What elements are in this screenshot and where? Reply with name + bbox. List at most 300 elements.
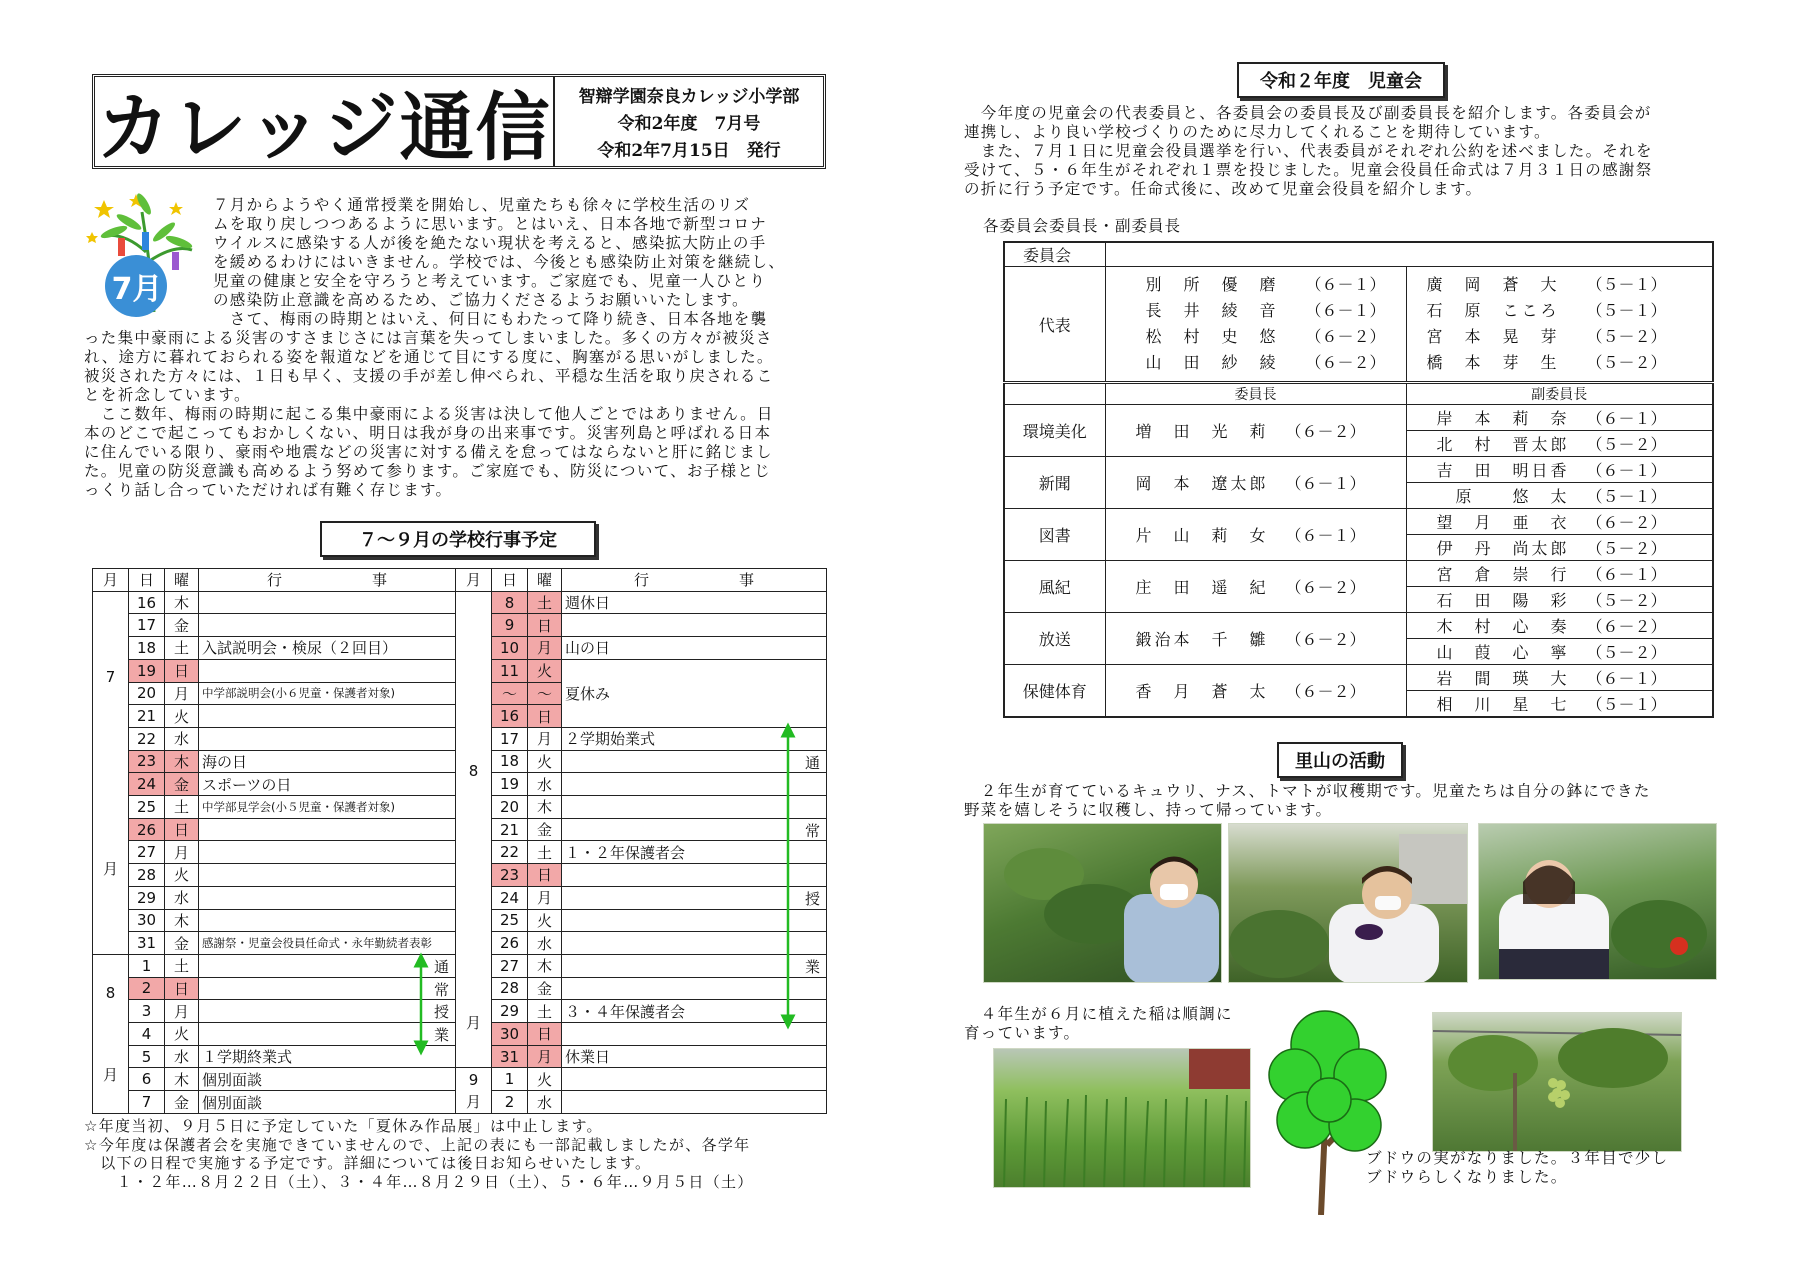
day-cell: 2 bbox=[129, 977, 165, 1000]
weekday-cell: 金 bbox=[165, 614, 199, 637]
note-line: １・２年…８月２２日（土）、３・４年…８月２９日（土）、５・６年…９月５日（土） bbox=[84, 1172, 754, 1191]
committee-row bbox=[1004, 457, 1713, 483]
vice-name: 木 村 心 奏 bbox=[1436, 617, 1570, 636]
intro-wrapped-text bbox=[213, 196, 841, 329]
weekday-cell: 日 bbox=[528, 614, 562, 637]
photo-eggplant-harvest bbox=[1228, 823, 1468, 983]
event-cell bbox=[562, 614, 827, 637]
note-line: 以下の日程で実施する予定です。詳細については後日お知らせいたします。 bbox=[84, 1154, 652, 1172]
col-event: 行 事 bbox=[562, 569, 827, 592]
weekday-cell: 月 bbox=[528, 727, 562, 750]
month-label: 7 bbox=[105, 667, 116, 686]
vice-grade: （６－１） bbox=[1586, 669, 1667, 688]
rep-grade: （５－１） bbox=[1586, 275, 1667, 294]
vice-name: 山 葭 心 寧 bbox=[1436, 643, 1570, 662]
event-cell bbox=[562, 864, 827, 887]
day-cell: 9 bbox=[492, 614, 528, 637]
photo-grape-icon bbox=[1433, 1013, 1682, 1152]
chair-grade: （６－２） bbox=[1285, 681, 1366, 701]
col-month: 月 bbox=[93, 569, 129, 592]
day-cell: 25 bbox=[492, 909, 528, 932]
intro-line: った集中豪雨による災害のすさまじさには言葉を失ってしまいました。多くの方々が被災さ bbox=[84, 329, 773, 347]
chair-cell bbox=[1105, 665, 1406, 717]
event-cell bbox=[199, 727, 456, 750]
intro-line: さて、梅雨の時期とはいえ、何日にもわたって降り続き、日本各地を襲 bbox=[213, 310, 768, 328]
table-row bbox=[93, 1068, 827, 1091]
photo-eggplant-icon bbox=[1229, 824, 1468, 983]
event-cell: 感謝祭・児童会役員任命式・永年勤続者表彰 bbox=[199, 932, 456, 955]
weekday-cell: 土 bbox=[165, 796, 199, 819]
note-line: ☆年度当初、９月５日に予定していた「夏休み作品展」は中止します。 bbox=[84, 1117, 603, 1135]
caption-line: ブドウらしくなりました。 bbox=[1366, 1168, 1568, 1186]
weekday-cell: 木 bbox=[165, 591, 199, 614]
vice-name: 原 悠 太 bbox=[1436, 487, 1570, 506]
note-line: ☆今年度は保護者会を実施できていませんので、上記の表にも一部記載しましたが、各学年 bbox=[84, 1135, 751, 1154]
vice-cell bbox=[1406, 483, 1713, 509]
weekday-cell: 月 bbox=[528, 886, 562, 909]
vice-cell bbox=[1406, 405, 1713, 431]
month-label: 9 bbox=[468, 1070, 479, 1089]
weekday-cell: 月 bbox=[165, 682, 199, 705]
month-cell-august bbox=[456, 591, 492, 1068]
day-cell: 18 bbox=[129, 637, 165, 660]
photo-cucumber-icon bbox=[984, 824, 1222, 983]
vice-name: 岸 本 莉 奈 bbox=[1436, 409, 1570, 428]
col-month: 月 bbox=[456, 569, 492, 592]
day-cell: 3 bbox=[129, 1000, 165, 1023]
chair-name: 鍛治本 千 雛 bbox=[1135, 630, 1269, 649]
event-cell: ３・４年保護者会 bbox=[562, 1000, 827, 1023]
rep-name: 山 田 紗 綾 bbox=[1145, 353, 1279, 372]
rep-grade: （６－２） bbox=[1305, 327, 1386, 346]
intro-full-text bbox=[84, 329, 841, 500]
rep-grade: （５－１） bbox=[1586, 301, 1667, 320]
day-cell: 27 bbox=[129, 841, 165, 864]
photo-rice-paddy bbox=[993, 1048, 1251, 1188]
rep-entry bbox=[1146, 272, 1400, 298]
intro-line: 本のどこで起こってもおかしくない、明日は我が身の出来事です。災害列島と呼ばれる日本 bbox=[84, 424, 772, 442]
event-cell: 山の日 bbox=[562, 637, 827, 660]
satoyama-text-rice bbox=[964, 1005, 1264, 1043]
vice-cell bbox=[1406, 639, 1713, 665]
vice-cell bbox=[1406, 613, 1713, 639]
col-weekday: 曜 bbox=[528, 569, 562, 592]
day-cell: 26 bbox=[129, 818, 165, 841]
vice-grade: （５－１） bbox=[1586, 694, 1667, 714]
event-cell bbox=[199, 591, 456, 614]
committee-header-row bbox=[1004, 242, 1713, 267]
event-cell: １学期終業式 bbox=[199, 1045, 456, 1068]
day-cell: 16 bbox=[492, 705, 528, 728]
day-cell: 16 bbox=[129, 591, 165, 614]
photo-tomato-harvest bbox=[1478, 823, 1717, 980]
chair-cell bbox=[1105, 509, 1406, 561]
vice-grade: （５－２） bbox=[1586, 539, 1667, 558]
vice-grade: （５－１） bbox=[1586, 487, 1667, 506]
vice-grade: （５－２） bbox=[1586, 643, 1667, 662]
committee-name: 環境美化 bbox=[1004, 405, 1105, 457]
photo-cucumber-harvest bbox=[983, 823, 1222, 983]
vice-name: 望 月 亜 衣 bbox=[1436, 513, 1570, 532]
rep-entry bbox=[1427, 272, 1707, 298]
issue-label: 令和2年度 7月号 bbox=[617, 114, 761, 134]
caption-line: 野菜を嬉しそうに収穫し、持って帰っています。 bbox=[964, 801, 1333, 819]
weekday-cell: 土 bbox=[528, 841, 562, 864]
event-cell: 海の日 bbox=[199, 750, 456, 773]
chair-name: 庄 田 遥 紀 bbox=[1135, 578, 1269, 597]
vice-grade: （５－２） bbox=[1586, 435, 1667, 454]
day-cell: 30 bbox=[492, 1023, 528, 1046]
caption-line: ブドウの実がなりました。３年目で少し bbox=[1366, 1149, 1669, 1167]
day-cell: 28 bbox=[492, 977, 528, 1000]
event-cell bbox=[199, 705, 456, 728]
chair-name: 岡 本 遼太郎 bbox=[1135, 474, 1269, 493]
day-cell: 30 bbox=[129, 909, 165, 932]
rep-name: 別 所 優 磨 bbox=[1145, 275, 1279, 294]
col-event: 行 事 bbox=[199, 569, 456, 592]
committee-name: 放送 bbox=[1004, 613, 1105, 665]
council-line: 受けて、５・６年生がそれぞれ１票を投じました。児童会役員任命式は７月３１日の感謝祭 bbox=[964, 161, 1653, 179]
committee-row bbox=[1004, 405, 1713, 431]
month-cell-july bbox=[93, 591, 129, 954]
weekday-cell: 木 bbox=[165, 1068, 199, 1091]
event-cell: 週休日 bbox=[562, 591, 827, 614]
event-cell bbox=[562, 1068, 827, 1091]
rep-entry bbox=[1427, 324, 1707, 350]
rep-entry bbox=[1146, 298, 1400, 324]
weekday-cell: 木 bbox=[528, 796, 562, 819]
weekday-cell: ～ bbox=[528, 682, 562, 705]
weekday-cell: 金 bbox=[165, 773, 199, 796]
rep-grade: （５－２） bbox=[1586, 327, 1667, 346]
regular-class-label: 授 bbox=[804, 889, 820, 908]
day-cell: 6 bbox=[129, 1068, 165, 1091]
day-cell: 31 bbox=[492, 1045, 528, 1068]
day-cell: 10 bbox=[492, 637, 528, 660]
rep-name: 松 村 史 悠 bbox=[1145, 327, 1279, 346]
day-cell: 22 bbox=[492, 841, 528, 864]
month-badge: 7月 bbox=[111, 272, 163, 307]
rep-name: 宮 本 晃 芽 bbox=[1426, 327, 1560, 346]
month-label: 月 bbox=[465, 1014, 481, 1033]
vice-grade: （５－２） bbox=[1586, 591, 1667, 610]
chair-grade: （６－２） bbox=[1285, 422, 1366, 441]
committee-row bbox=[1004, 561, 1713, 587]
regular-class-label: 通 bbox=[433, 957, 449, 976]
rep-name: 石 原 こころ bbox=[1426, 301, 1560, 320]
day-cell: 17 bbox=[492, 727, 528, 750]
weekday-cell: 水 bbox=[528, 1091, 562, 1114]
day-cell: 5 bbox=[129, 1045, 165, 1068]
council-heading: 令和２年度 児童会 bbox=[1237, 62, 1445, 98]
table-row bbox=[93, 591, 827, 614]
col-day: 日 bbox=[129, 569, 165, 592]
weekday-cell: 火 bbox=[528, 909, 562, 932]
col-chair: 委員長 bbox=[1105, 383, 1406, 405]
regular-class-label: 通 bbox=[804, 753, 820, 772]
event-cell bbox=[199, 909, 456, 932]
chair-cell bbox=[1105, 613, 1406, 665]
rep-grade: （５－２） bbox=[1586, 353, 1667, 372]
intro-line: の感染防止意識を高めるため、ご協力くださるようお願いいたします。 bbox=[213, 291, 749, 309]
event-cell: 休業日 bbox=[562, 1045, 827, 1068]
weekday-cell: 金 bbox=[528, 818, 562, 841]
vice-grade: （６－１） bbox=[1586, 565, 1667, 584]
intro-line: とを祈念しています。 bbox=[84, 386, 251, 404]
weekday-cell: 水 bbox=[165, 727, 199, 750]
weekday-cell: 日 bbox=[528, 1023, 562, 1046]
weekday-cell: 水 bbox=[528, 932, 562, 955]
weekday-cell: 日 bbox=[528, 705, 562, 728]
masthead bbox=[92, 74, 826, 169]
chair-grade: （６－２） bbox=[1285, 630, 1366, 649]
day-cell: 4 bbox=[129, 1023, 165, 1046]
weekday-cell: 金 bbox=[528, 977, 562, 1000]
event-cell bbox=[562, 773, 827, 796]
vice-name: 石 田 陽 彩 bbox=[1436, 591, 1570, 610]
issue-date: 令和2年7月15日 発行 bbox=[597, 141, 781, 161]
day-cell: 20 bbox=[129, 682, 165, 705]
rep-name: 廣 岡 蒼 大 bbox=[1426, 275, 1560, 294]
event-cell bbox=[562, 954, 827, 977]
col-vice: 副委員長 bbox=[1406, 383, 1713, 405]
event-cell: 中学部見学会(小５児童・保護者対象) bbox=[199, 796, 456, 819]
weekday-cell: 木 bbox=[165, 750, 199, 773]
vice-grade: （６－１） bbox=[1586, 461, 1667, 480]
vice-cell bbox=[1406, 457, 1713, 483]
committee-row bbox=[1004, 665, 1713, 691]
rep-entry bbox=[1146, 350, 1400, 376]
event-cell bbox=[199, 977, 456, 1000]
event-cell bbox=[199, 614, 456, 637]
day-cell: 31 bbox=[129, 932, 165, 955]
day-cell: 8 bbox=[492, 591, 528, 614]
regular-class-label: 業 bbox=[433, 1026, 449, 1045]
photo-tomato-icon bbox=[1479, 824, 1717, 980]
intro-line: を緩めるわけにはいきません。学校では、今後とも感染防止対策を継続し、 bbox=[213, 253, 786, 271]
committee-name: 新聞 bbox=[1004, 457, 1105, 509]
weekday-cell: 金 bbox=[165, 1091, 199, 1114]
chair-name: 香 月 蒼 太 bbox=[1135, 681, 1269, 701]
intro-line: に住んでいる限り、豪雨や地震などの災害に対する備えを怠ってはならないと肝に銘じまし bbox=[84, 443, 773, 461]
rep-left-list bbox=[1105, 267, 1406, 383]
day-cell: 18 bbox=[492, 750, 528, 773]
vice-cell bbox=[1406, 691, 1713, 717]
regular-class-label: 常 bbox=[804, 821, 820, 840]
committee-row bbox=[1004, 613, 1713, 639]
council-line: の折に行う予定です。任命式後に、改めて児童会役員を紹介します。 bbox=[964, 180, 1483, 198]
event-cell bbox=[562, 977, 827, 1000]
vice-name: 相 川 星 七 bbox=[1436, 694, 1570, 714]
schedule-notes bbox=[84, 1117, 844, 1191]
intro-line: ７月からようやく通常授業を開始し、児童たちも徐々に学校生活のリズ bbox=[213, 196, 751, 214]
weekday-cell: 月 bbox=[165, 841, 199, 864]
weekday-cell: 月 bbox=[165, 1000, 199, 1023]
chair-header-row bbox=[1004, 383, 1713, 405]
intro-line: ここ数年、梅雨の時期に起こる集中豪雨による災害は決して他人ごとではありません。日 bbox=[84, 405, 774, 423]
day-cell: 1 bbox=[492, 1068, 528, 1091]
event-cell bbox=[562, 1091, 827, 1114]
day-cell: 27 bbox=[492, 954, 528, 977]
caption-line: 育っています。 bbox=[964, 1024, 1081, 1042]
rep-entry bbox=[1146, 324, 1400, 350]
intro-line: 児童の健康と安全を守ろうと考えています。ご家庭でも、児童一人ひとり bbox=[213, 272, 767, 290]
day-cell: 20 bbox=[492, 796, 528, 819]
weekday-cell: 日 bbox=[165, 818, 199, 841]
weekday-cell: 火 bbox=[528, 1068, 562, 1091]
caption-line: ２年生が育てているキュウリ、ナス、トマトが収穫期です。児童たちは自分の鉢にできた bbox=[964, 782, 1651, 800]
vice-name: 岩 間 瑛 大 bbox=[1436, 669, 1570, 688]
col-weekday: 曜 bbox=[165, 569, 199, 592]
council-intro bbox=[964, 104, 1724, 199]
vice-cell bbox=[1406, 509, 1713, 535]
chair-cell bbox=[1105, 457, 1406, 509]
month-label: 8 bbox=[105, 983, 116, 1002]
caption-line: ４年生が６月に植えた稲は順調に bbox=[964, 1005, 1233, 1023]
day-cell: 22 bbox=[129, 727, 165, 750]
rep-grade: （６－２） bbox=[1305, 353, 1386, 372]
month-label: 月 bbox=[465, 1092, 481, 1111]
vice-cell bbox=[1406, 431, 1713, 457]
event-cell bbox=[199, 886, 456, 909]
weekday-cell: 水 bbox=[165, 1045, 199, 1068]
tanabata-illustration bbox=[84, 192, 202, 320]
satoyama-heading: 里山の活動 bbox=[1277, 742, 1403, 778]
intro-line: ウイルスに感染する人が後を絶たない現状を考えると、感染拡大防止の手 bbox=[213, 234, 767, 252]
event-cell: 個別面談 bbox=[199, 1068, 456, 1091]
day-cell: 19 bbox=[492, 773, 528, 796]
weekday-cell: 木 bbox=[528, 954, 562, 977]
satoyama-text-vegetables bbox=[964, 782, 1724, 820]
vice-grade: （６－２） bbox=[1586, 617, 1667, 636]
regular-class-label: 業 bbox=[804, 957, 820, 976]
chair-name: 片 山 莉 女 bbox=[1135, 526, 1269, 545]
event-cell: 中学部説明会(小６児童・保護者対象) bbox=[199, 682, 456, 705]
weekday-cell: 火 bbox=[528, 659, 562, 682]
day-cell: 23 bbox=[492, 864, 528, 887]
day-cell: 28 bbox=[129, 864, 165, 887]
rep-entry bbox=[1427, 298, 1707, 324]
event-cell bbox=[562, 909, 827, 932]
chair-cell bbox=[1105, 561, 1406, 613]
council-line: 連携し、より良い学校づくりのために尽力してくれることを期待しています。 bbox=[964, 123, 1551, 141]
weekday-cell: 火 bbox=[165, 1023, 199, 1046]
chair-cell bbox=[1105, 405, 1406, 457]
weekday-cell: 日 bbox=[528, 864, 562, 887]
col-committee: 委員会 bbox=[1004, 242, 1105, 267]
newsletter-title: カレッジ通信 bbox=[95, 77, 555, 166]
event-cell bbox=[199, 1000, 456, 1023]
committee-table bbox=[1003, 241, 1714, 718]
col-day: 日 bbox=[492, 569, 528, 592]
event-cell: 夏休み bbox=[562, 659, 827, 727]
event-cell bbox=[562, 1023, 827, 1046]
day-cell: 7 bbox=[129, 1091, 165, 1114]
weekday-cell: 金 bbox=[165, 932, 199, 955]
vice-name: 北 村 晋太郎 bbox=[1436, 435, 1570, 454]
vice-cell bbox=[1406, 535, 1713, 561]
intro-line: っくり話し合っていただければ有難く存じます。 bbox=[84, 481, 453, 499]
vice-cell bbox=[1406, 561, 1713, 587]
schedule-heading: ７～９月の学校行事予定 bbox=[320, 521, 596, 557]
schedule-table bbox=[92, 568, 827, 1114]
event-cell bbox=[562, 750, 827, 773]
weekday-cell: 日 bbox=[165, 977, 199, 1000]
month-label: 月 bbox=[102, 859, 118, 878]
event-cell: スポーツの日 bbox=[199, 773, 456, 796]
chair-grade: （６－２） bbox=[1285, 578, 1366, 597]
rep-label: 代表 bbox=[1004, 267, 1105, 383]
intro-line: ムを取り戻しつつあるように思います。とはいえ、日本各地で新型コロナ bbox=[213, 215, 768, 233]
rep-right-list bbox=[1406, 267, 1713, 383]
rep-entry bbox=[1427, 350, 1707, 376]
event-cell bbox=[199, 818, 456, 841]
event-cell bbox=[199, 954, 456, 977]
day-cell: 17 bbox=[129, 614, 165, 637]
school-name: 智辯学園奈良カレッジ小学部 bbox=[578, 87, 800, 107]
vice-grade: （６－１） bbox=[1586, 409, 1667, 428]
committee-name: 風紀 bbox=[1004, 561, 1105, 613]
day-cell: 29 bbox=[129, 886, 165, 909]
regular-class-label: 授 bbox=[433, 1003, 449, 1022]
rep-grade: （６－１） bbox=[1305, 301, 1386, 320]
weekday-cell: 土 bbox=[528, 591, 562, 614]
vice-name: 宮 倉 崇 行 bbox=[1436, 565, 1570, 584]
intro-line: れ、途方に暮れておられる姿を報道などを通じて目にする度に、胸塞がる思いがしました。 bbox=[84, 348, 774, 366]
day-cell: 23 bbox=[129, 750, 165, 773]
weekday-cell: 土 bbox=[165, 637, 199, 660]
rep-name: 長 井 綾 音 bbox=[1145, 301, 1279, 320]
event-cell bbox=[562, 886, 827, 909]
rep-grade: （６－１） bbox=[1305, 275, 1386, 294]
event-cell bbox=[199, 864, 456, 887]
day-cell: 24 bbox=[129, 773, 165, 796]
weekday-cell: 月 bbox=[528, 637, 562, 660]
day-cell: 26 bbox=[492, 932, 528, 955]
month-cell-august bbox=[93, 954, 129, 1113]
weekday-cell: 土 bbox=[165, 954, 199, 977]
day-cell: 29 bbox=[492, 1000, 528, 1023]
event-cell bbox=[562, 932, 827, 955]
event-cell: 入試説明会・検尿（２回目） bbox=[199, 637, 456, 660]
intro-line: 被災された方々には、１日も早く、支援の手が差し伸べられ、平穏な生活を取り戻されるこ bbox=[84, 367, 774, 385]
event-cell: ２学期始業式 bbox=[562, 727, 827, 750]
event-cell bbox=[199, 659, 456, 682]
month-cell-september bbox=[456, 1068, 492, 1114]
committee-row bbox=[1004, 509, 1713, 535]
event-cell: １・２年保護者会 bbox=[562, 841, 827, 864]
day-cell: 19 bbox=[129, 659, 165, 682]
weekday-cell: 土 bbox=[528, 1000, 562, 1023]
day-cell: 21 bbox=[492, 818, 528, 841]
regular-class-label: 常 bbox=[433, 980, 449, 999]
chair-grade: （６－１） bbox=[1285, 474, 1366, 493]
month-label: 8 bbox=[468, 762, 479, 781]
satoyama-text-grapes bbox=[1366, 1149, 1716, 1187]
chair-grade: （６－１） bbox=[1285, 526, 1366, 545]
schedule-header-row bbox=[93, 569, 827, 592]
vice-grade: （６－２） bbox=[1586, 513, 1667, 532]
committee-name: 図書 bbox=[1004, 509, 1105, 561]
day-cell: 21 bbox=[129, 705, 165, 728]
vice-cell bbox=[1406, 665, 1713, 691]
event-cell bbox=[199, 1023, 456, 1046]
committee-name: 保健体育 bbox=[1004, 665, 1105, 717]
vice-name: 吉 田 明日香 bbox=[1436, 461, 1570, 480]
rep-name: 橋 本 芽 生 bbox=[1426, 353, 1560, 372]
day-cell: ～ bbox=[492, 682, 528, 705]
weekday-cell: 日 bbox=[165, 659, 199, 682]
